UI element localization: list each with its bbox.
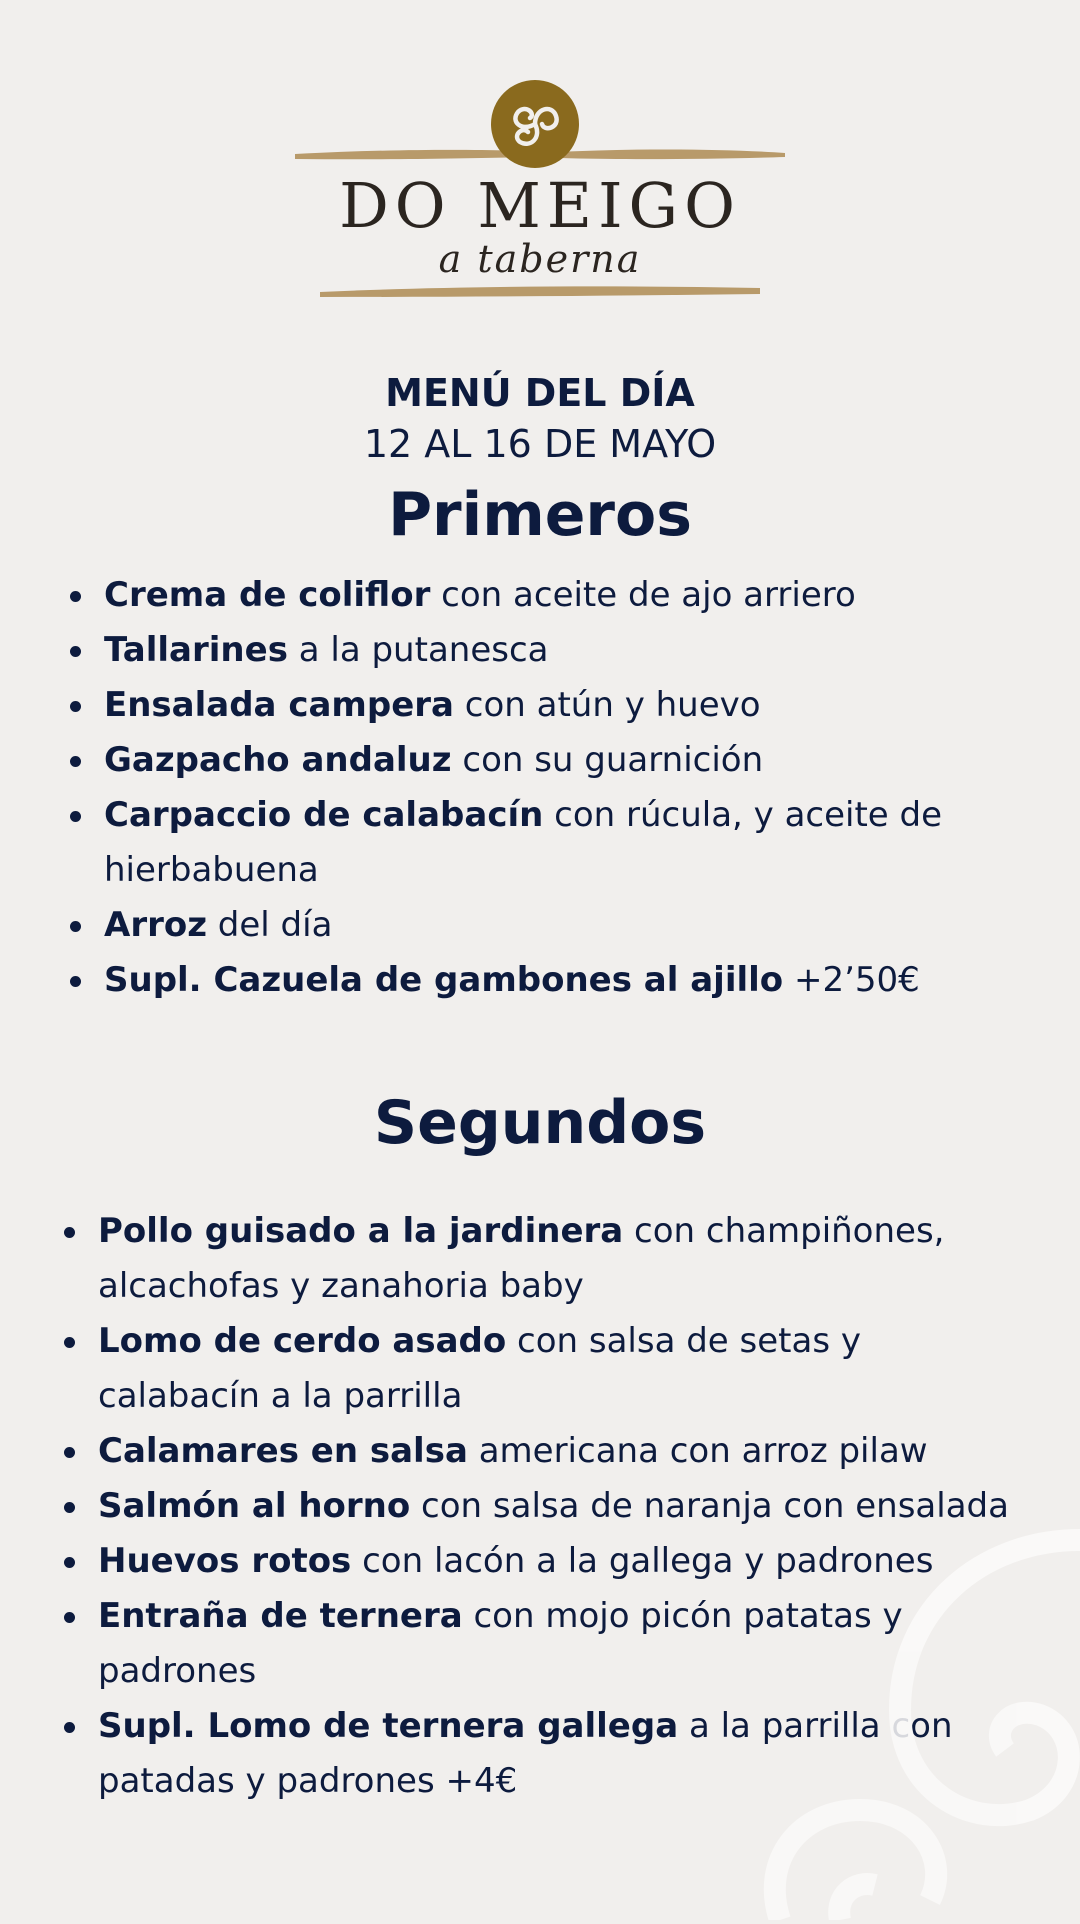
dish-name: Tallarines (104, 630, 288, 670)
dish-description: con salsa de setas y calabacín a la parrilla (98, 1321, 861, 1416)
list-item (58, 1699, 1018, 1809)
dish-name: Supl. Lomo de ternera gallega (98, 1706, 679, 1746)
section-title-primeros: Primeros (388, 480, 692, 550)
menu-title: MENÚ DEL DÍA (385, 371, 695, 415)
logo (290, 80, 790, 305)
dish-name: Carpaccio de calabacín (104, 795, 544, 835)
dish-description: +2’50€ (783, 960, 920, 1000)
dish-description: con rúcula, y aceite de hierbabuena (104, 795, 943, 890)
dish-name: Pollo guisado a la jardinera (98, 1211, 624, 1251)
dish-description: del día (207, 905, 333, 945)
list-item (58, 1204, 1018, 1314)
dish-name: Supl. Cazuela de gambones al ajillo (104, 960, 784, 1000)
list-item (64, 898, 1024, 953)
primeros-list (64, 568, 1024, 1008)
dish-description: con su guarnición (451, 740, 764, 780)
dish-name: Ensalada campera (104, 685, 454, 725)
dish-name: Calamares en salsa (98, 1431, 468, 1471)
dish-description: a la parrilla con patadas y padrones +4€ (98, 1706, 953, 1801)
list-item (64, 788, 1024, 898)
dish-description: con champiñones, alcachofas y zanahoria baby (98, 1211, 945, 1306)
segundos-list (58, 1204, 1018, 1809)
dish-name: Crema de coliflor (104, 575, 431, 615)
dish-name: Entraña de ternera (98, 1596, 463, 1636)
dish-description: a la putanesca (287, 630, 549, 670)
list-item (64, 568, 1024, 623)
list-item (58, 1534, 1018, 1589)
dish-name: Arroz (104, 905, 207, 945)
dish-description: con aceite de ajo arriero (430, 575, 856, 615)
list-item (64, 733, 1024, 788)
brand-subtitle: a taberna (438, 237, 642, 281)
dish-description: con salsa de naranja con ensalada (410, 1486, 1009, 1526)
dish-name: Huevos rotos (98, 1541, 352, 1581)
list-item (58, 1424, 1018, 1479)
dish-description: con lacón a la gallega y padrones (351, 1541, 934, 1581)
menu-dates: 12 AL 16 DE MAYO (363, 422, 717, 466)
dish-description: con atún y huevo (453, 685, 761, 725)
dish-description: americana con arroz pilaw (467, 1431, 928, 1471)
list-item (64, 623, 1024, 678)
list-item (64, 678, 1024, 733)
dish-name: Gazpacho andaluz (104, 740, 452, 780)
list-item (64, 953, 1024, 1008)
dish-description: con mojo picón patatas y padrones (98, 1596, 903, 1691)
dish-name: Lomo de cerdo asado (98, 1321, 507, 1361)
brand-name: DO MEIGO (339, 169, 741, 242)
list-item (58, 1479, 1018, 1534)
dish-name: Salmón al horno (98, 1486, 411, 1526)
list-item (58, 1314, 1018, 1424)
list-item (58, 1589, 1018, 1699)
section-title-segundos: Segundos (373, 1088, 707, 1158)
